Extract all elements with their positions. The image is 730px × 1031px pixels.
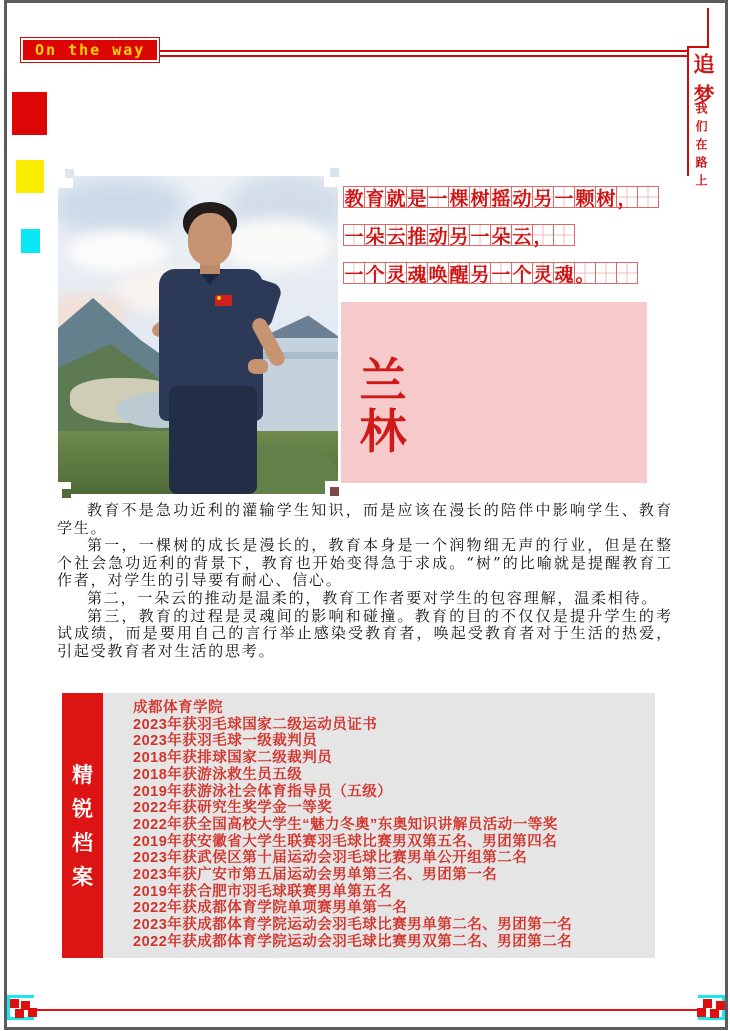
quote-grid-cell: 朵 (491, 225, 511, 248)
footer-rule (36, 1009, 699, 1011)
quote-grid-cell: 灵 (386, 263, 406, 286)
quote-grid-cell: 推 (407, 225, 427, 248)
quote-grid-cell: 摇 (491, 187, 511, 210)
quote-grid-cell: 。 (575, 263, 595, 286)
accent-square-red (12, 92, 47, 135)
quote-grid-cell: 就 (386, 187, 406, 210)
quote-grid-cell: 另 (470, 263, 490, 286)
checker-square (697, 1008, 706, 1017)
quote-grid-cell: 动 (428, 225, 448, 248)
archive-item: 2023年获羽毛球国家二级运动员证书 (133, 716, 378, 733)
quote-grid-cell: ， (533, 225, 553, 248)
china-flag-patch (215, 295, 232, 306)
person-right-hand (248, 359, 268, 374)
essay-paragraph: 第一，一棵树的成长是漫长的，教育本身是一个润物细无声的行业，但是在整个社会急功近利的背景下，教育也开始变得急于求成。“树”的比喻就是提醒教育工作者，对学生的引导要有耐心、信心。 (57, 536, 673, 590)
quote-line (343, 186, 658, 208)
quote-grid-cell (595, 262, 617, 284)
checker-square (15, 1009, 24, 1018)
pixel-corner-square (65, 169, 74, 178)
quote-grid-cell: 育 (365, 187, 385, 210)
quote-grid-cell: 一 (470, 225, 490, 248)
person-face (188, 213, 232, 265)
quote-grid-cell: 教 (344, 187, 364, 210)
archive-item: 2022年获研究生奖学金一等奖 (133, 800, 333, 817)
pixel-corner-square (330, 168, 339, 177)
quote-grid-cell: 另 (449, 225, 469, 248)
quote-grid-cell (637, 186, 659, 208)
archive-item: 2019年获合肥市羽毛球联赛男单第五名 (133, 883, 393, 900)
accent-square-yellow (16, 160, 44, 193)
archive-title-char: 案 (72, 864, 93, 889)
slogan-on-the-road: 我们在路上 (694, 102, 708, 192)
archive-title-char: 锐 (72, 796, 93, 821)
header-upper-rule (707, 8, 709, 48)
profile-name-char: 兰 (359, 354, 407, 409)
quote-grid-cell: 醒 (449, 263, 469, 286)
archive-item: 2022年获全国高校大学生“魅力冬奥”东奥知识讲解员活动一等奖 (133, 816, 558, 833)
accent-square-cyan (21, 229, 40, 253)
quote-grid-cell (616, 262, 638, 284)
essay-paragraph: 第二，一朵云的推动是温柔的，教育工作者要对学生的包容理解，温柔相待。 (87, 588, 659, 607)
essay-body (57, 502, 673, 660)
archive-item: 2022年获成都体育学院单项赛男单第一名 (133, 900, 408, 917)
quote-grid-cell: 个 (512, 263, 532, 286)
archive-title-char: 精 (72, 762, 93, 787)
checker-square (10, 999, 19, 1008)
header-double-rule (135, 50, 689, 57)
profile-name (354, 356, 412, 458)
quote-grid-cell: 是 (407, 187, 427, 210)
header-step-rule (687, 46, 709, 48)
archive-title-bar (62, 693, 103, 958)
quote-grid-cell: 一 (344, 225, 364, 248)
quote-grid-cell: 一 (344, 263, 364, 286)
quote-grid-cell: 一 (491, 263, 511, 286)
photo-landscape (58, 176, 338, 494)
quote-line (343, 224, 658, 246)
checker-square (710, 1009, 719, 1018)
archive-item: 2023年获成都体育学院运动会羽毛球比赛男单第二名、男团第一名 (133, 917, 573, 934)
quote-grid-cell: 唤 (428, 263, 448, 286)
checker-square (703, 999, 712, 1008)
quote-grid-cell: 灵 (533, 263, 553, 286)
archive-item: 2018年获游泳救生员五级 (133, 766, 303, 783)
pixel-corner-square (330, 487, 339, 496)
education-quote (343, 186, 658, 300)
essay-paragraph: 教育不是急功近利的灌输学生知识，而是应该在漫长的陪伴中影响学生、教育学生。 (57, 501, 673, 537)
archive-achievement-list (103, 693, 655, 958)
slogan-chasing-dream: 追梦 (691, 53, 716, 115)
person-shirt-lower (169, 386, 257, 494)
quote-line (343, 262, 658, 284)
profile-name-char: 林 (359, 405, 407, 460)
quote-grid-cell: 棵 (449, 187, 469, 210)
archive-item: 成都体育学院 (133, 700, 223, 716)
checker-square (28, 1008, 37, 1017)
quote-grid-cell: 个 (365, 263, 385, 286)
quote-grid-cell: 云 (512, 225, 532, 248)
banner-label: On the way (23, 40, 157, 60)
quote-grid-cell: 树 (470, 187, 490, 210)
archive-title-char: 档 (72, 830, 93, 855)
quote-grid-cell: 树 (596, 187, 616, 210)
archive-item: 2023年获广安市第五届运动会男单第三名、男团第一名 (133, 867, 498, 884)
archive-item: 2019年获安徽省大学生联赛羽毛球比赛男双第五名、男团第四名 (133, 833, 558, 850)
quote-grid-cell: 云 (386, 225, 406, 248)
quote-grid-cell: 朵 (365, 225, 385, 248)
essay-paragraph: 第三，教育的过程是灵魂间的影响和碰撞。教育的目的不仅仅是提升学生的考试成绩，而是要用自己的言行举止感染受教育者，唤起受教育者对于生活的热爱，引起受教育者对生活的思考。 (57, 606, 673, 660)
on-the-way-banner (20, 37, 160, 63)
archive-item: 2019年获游泳社会体育指导员（五级） (133, 783, 393, 800)
pixel-corner-square (62, 489, 71, 498)
archive-item: 2022年获成都体育学院运动会羽毛球比赛男双第二名、男团第二名 (133, 933, 573, 950)
portrait-photo (58, 176, 338, 494)
quote-grid-cell: 一 (428, 187, 448, 210)
quote-grid-cell (553, 224, 575, 246)
quote-grid-cell: ， (617, 187, 637, 210)
archive-item: 2018年获排球国家二级裁判员 (133, 750, 333, 767)
quote-grid-cell: 颗 (575, 187, 595, 210)
archive-item: 2023年获武侯区第十届运动会羽毛球比赛男单公开组第二名 (133, 850, 528, 867)
archive-item: 2023年获羽毛球一级裁判员 (133, 733, 318, 750)
quote-grid-cell: 动 (512, 187, 532, 210)
quote-grid-cell: 魂 (554, 263, 574, 286)
quote-grid-cell: 另 (533, 187, 553, 210)
name-background-block (341, 302, 647, 483)
quote-grid-cell: 魂 (407, 263, 427, 286)
person-figure (143, 196, 273, 494)
quote-grid-cell: 一 (554, 187, 574, 210)
